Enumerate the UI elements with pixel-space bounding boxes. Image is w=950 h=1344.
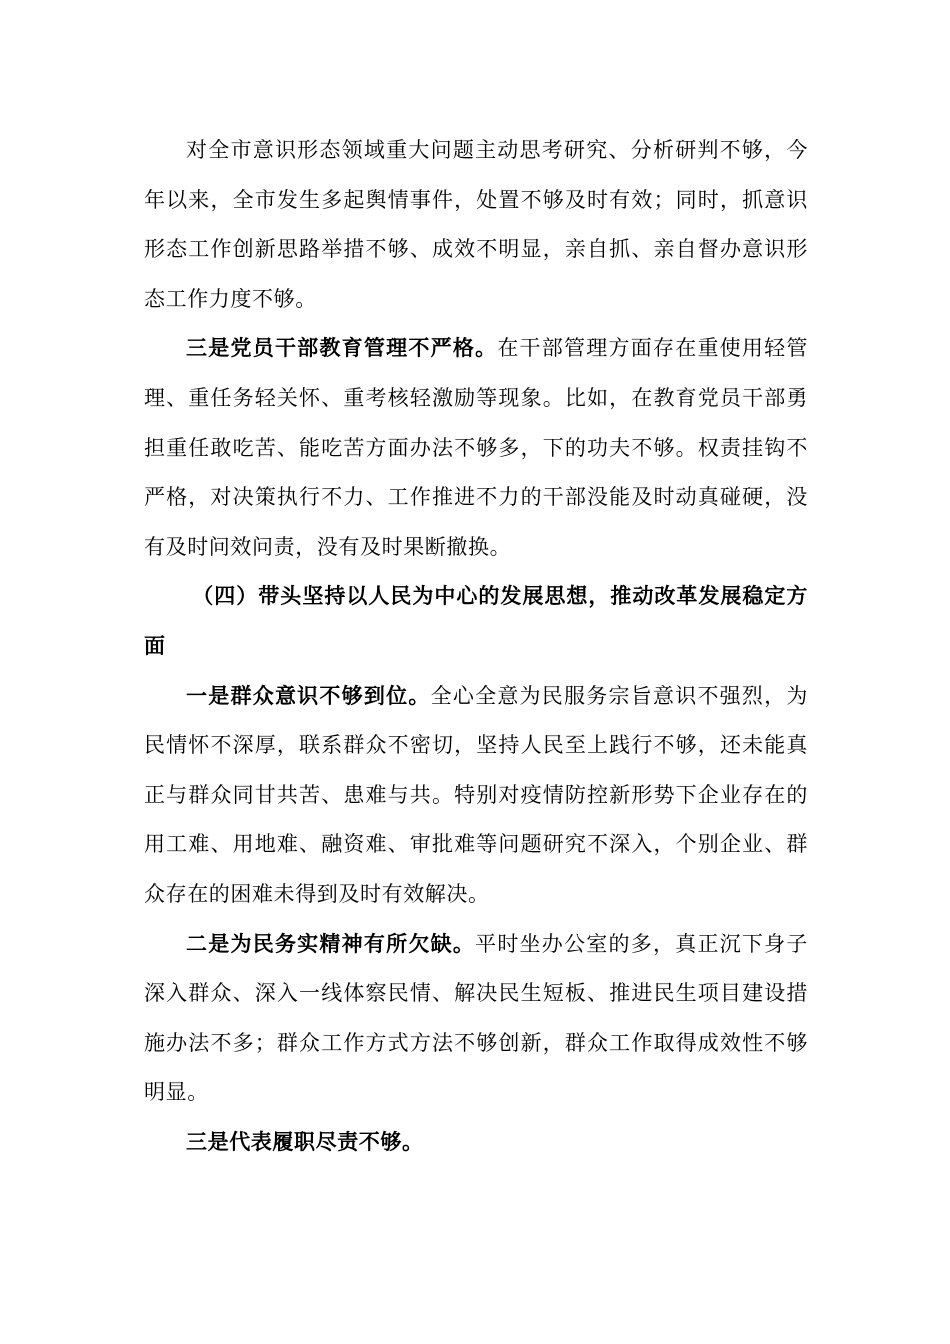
paragraph-cadre-management xyxy=(144,324,808,572)
paragraph-text: 在干部管理方面存在重使用轻管理、重任务轻关怀、重考核轻激励等现象。比如，在教育党员干部勇担重任敢吃苦、能吃苦方面办法不够多，下的功夫不够。权责挂钩不严格，对决策执行不力、工作推进不力的干部没能及时动真碰硬，没有及时问效问责，没有及时果断撤换。 xyxy=(144,336,808,559)
paragraph-mass-awareness xyxy=(144,672,808,920)
paragraph-lead: 三是代表履职尽责不够。 xyxy=(186,1129,424,1154)
paragraph-lead: 一是群众意识不够到位。 xyxy=(186,683,431,708)
section-heading-four xyxy=(144,572,808,671)
paragraph-text: 全心全意为民服务宗旨意识不强烈，为民情怀不深厚，联系群众不密切，坚持人民至上践行不够，还未能真正与群众同甘共苦、患难与共。特别对疫情防控新形势下企业存在的用工难、用地难、融资难、审批难等问题研究不深入，个别企业、群众存在的困难未得到及时有效解决。 xyxy=(144,683,808,906)
document-page xyxy=(144,126,808,1167)
section-heading-text: （四）带头坚持以人民为中心的发展思想，推动改革发展稳定方面 xyxy=(144,584,808,658)
paragraph-representative-duty xyxy=(144,1118,808,1168)
paragraph-lead: 二是为民务实精神有所欠缺。 xyxy=(186,931,476,956)
paragraph-pragmatic-spirit xyxy=(144,920,808,1118)
paragraph-text: 平时坐办公室的多，真正沉下身子深入群众、深入一线体察民情、解决民生短板、推进民生项目建设措施办法不多；群众工作方式方法不够创新，群众工作取得成效性不够明显。 xyxy=(144,931,808,1105)
paragraph-lead: 三是党员干部教育管理不严格。 xyxy=(186,336,498,361)
paragraph-ideology-work xyxy=(144,126,808,324)
paragraph-text: 对全市意识形态领域重大问题主动思考研究、分析研判不够，今年以来，全市发生多起舆情事件，处置不够及时有效；同时，抓意识形态工作创新思路举措不够、成效不明显，亲自抓、亲自督办意识形态工作力度不够。 xyxy=(144,138,808,311)
